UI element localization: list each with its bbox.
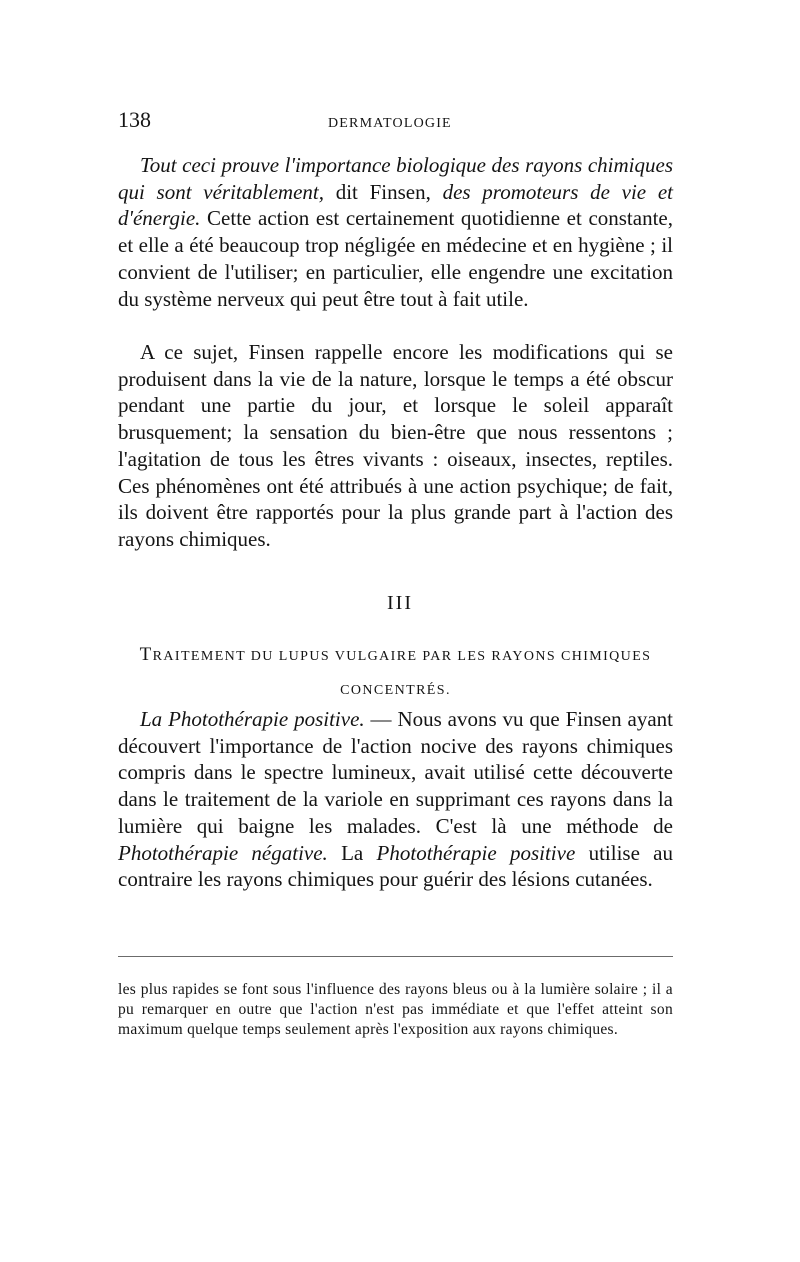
section-title-rest: RAITEMENT DU LUPUS VULGAIRE PAR LES RAYONS CHIMIQUES CONCENTRÉS. [152,649,652,698]
paragraph-1-text-a: dit Finsen, [324,179,443,204]
page-number: 138 [118,107,151,132]
paragraph-3-italic-a: La Photothérapie positive. [140,707,365,731]
footnote-rule [118,956,673,957]
paragraph-2-text: A ce sujet, Finsen rappelle encore les modifications qui se produisent dans la vie de la nature, lorsque le temps a été obscur pendant une partie du jour, et lorsque le soleil apparaît brusquement; la sensation du bien-être que nous ressentons ; l'agitation de tous les êtres vivants : oiseaux, insectes, reptiles. Ces phénomènes ont été attribués à une action psychique; de fait, ils doivent être rapportés pour la plus grande part à l'action des rayons chimiques. [118,340,673,551]
paragraph-3-text-c: utilise au contraire les rayons chimiques pour guérir des lésions cutanées. [118,840,673,892]
paragraph-3-italic-b: Photothérapie négative. [118,840,328,865]
section-title [118,638,673,708]
paragraph-1-italic-a: Tout ceci prouve l'importance biologique des rayons chimiques qui sont véritablement, [118,153,673,204]
paragraph-3 [118,706,673,893]
paragraph-1-text-b: Cette action est certainement quotidienne et constante, et elle a été beaucoup trop négligée en médecine et en hygiène ; il convient de l'utiliser; en particulier, elle engendre une excitation du système nerveux qui peut être tout à fait utile. [118,206,673,311]
running-title: DERMATOLOGIE [328,116,452,131]
paragraph-3-text-b: La [327,840,377,865]
section-number: III [387,592,413,614]
paragraph-3-italic-c: Photothérapie positive [376,840,576,865]
section-title-initial: T [139,644,153,665]
paragraph-1 [118,152,673,312]
paragraph-2 [118,339,673,553]
paragraph-3-text-a: — Nous avons vu que Finsen ayant découvert l'importance de l'action nocive des rayons chimiques compris dans le spectre lumineux, avait utilisé cette découverte dans le traitement de la variole en supprimant ces rayons dans la lumière qui baigne les malades. C'est là une méthode de [118,707,673,838]
footnote: les plus rapides se font sous l'influence des rayons bleus ou à la lumière solaire ; il a pu remarquer en outre que l'action n'est pas immédiate et que l'effet atteint son maximum quelque temps seulement après l'exposition aux rayons chimiques. [118,981,673,1039]
paragraph-1-italic-b: des promoteurs de vie et d'énergie. [118,179,673,231]
